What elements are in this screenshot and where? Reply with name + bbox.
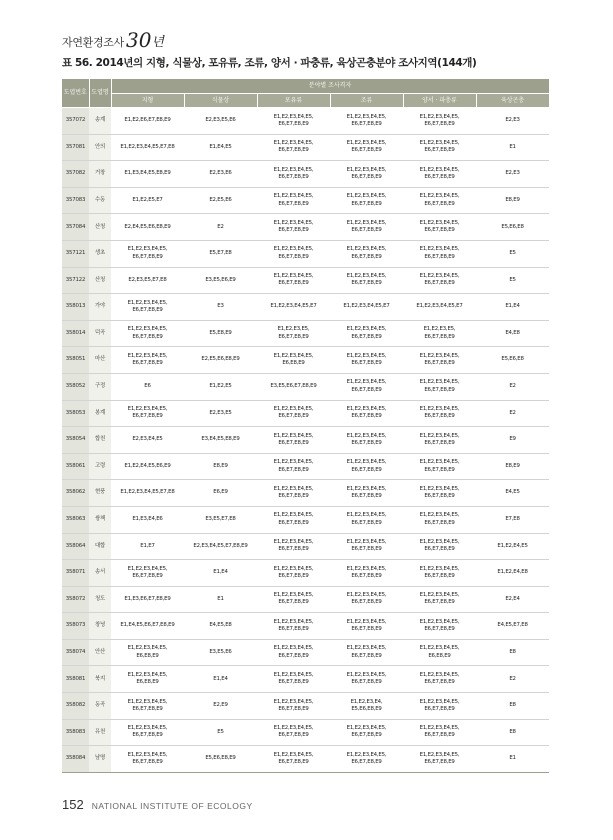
table-title: 표 56. 2014년의 지형, 식물상, 포유류, 조류, 양서 · 파충류, 육상곤충분야 조사지역(144개): [62, 57, 477, 69]
cell-map-code: 358082: [62, 693, 89, 720]
cell-map-code: 358053: [62, 400, 89, 427]
cell-map-name: 산청: [89, 214, 111, 241]
cell-map-code: 358084: [62, 746, 89, 773]
cell-survey-grid: E2: [184, 214, 257, 241]
cell-survey-grid: E1,E2,E3,E4,E5, E6,E7,E8,E9: [330, 746, 403, 773]
cell-survey-grid: E1,E2,E3,E4,E5, E6,E7,E8,E9: [403, 693, 476, 720]
cell-survey-grid: E2,E3: [476, 161, 549, 188]
cell-survey-grid: E1,E2,E3,E4,E5, E6,E7,E8,E9: [330, 666, 403, 693]
table-row: [62, 240, 549, 267]
cell-survey-grid: E1,E2,E3,E4,E5, E6,E7,E8,E9: [330, 613, 403, 640]
cell-survey-grid: E1,E4: [184, 666, 257, 693]
cell-survey-grid: E3: [184, 294, 257, 321]
cell-survey-grid: E1,E2,E3,E4,E5, E6,E7,E8,E9: [257, 666, 330, 693]
running-header: [62, 18, 164, 50]
cell-map-name: 청도: [89, 586, 111, 613]
col-header-sub: 지형: [111, 94, 184, 108]
cell-survey-grid: E1,E2,E3,E4,E5, E6,E7,E8,E9: [257, 506, 330, 533]
cell-survey-grid: E8: [476, 639, 549, 666]
cell-survey-grid: E1,E2,E3,E4,E5, E6,E7,E8,E9: [403, 586, 476, 613]
survey-table-container: [62, 79, 549, 773]
cell-survey-grid: E1,E2,E3,E4,E5, E6,E8,E9: [111, 666, 184, 693]
cell-map-name: 산청: [89, 267, 111, 294]
cell-survey-grid: E1,E2,E4,E8: [476, 560, 549, 587]
cell-survey-grid: E1,E2,E3,E4,E5, E6,E7,E8,E9: [330, 373, 403, 400]
cell-survey-grid: E1,E2,E3,E4,E5, E6,E7,E8,E9: [257, 161, 330, 188]
table-row: [62, 267, 549, 294]
cell-map-name: 북지: [89, 666, 111, 693]
cell-survey-grid: E9: [476, 427, 549, 454]
table-row: [62, 134, 549, 161]
table-row: [62, 453, 549, 480]
table-row: [62, 746, 549, 773]
cell-survey-grid: E1,E2,E3,E4,E5, E6,E7,E8,E9: [257, 267, 330, 294]
cell-map-name: 봉계: [89, 400, 111, 427]
header-text: 자연환경조사: [62, 36, 124, 49]
cell-survey-grid: E1,E2,E3,E4,E5, E6,E7,E8,E9: [111, 693, 184, 720]
cell-survey-grid: E1,E2,E3,E4,E5, E6,E7,E8,E9: [403, 347, 476, 374]
cell-survey-grid: E2,E3,E5: [184, 400, 257, 427]
cell-map-code: 358074: [62, 639, 89, 666]
cell-survey-grid: E1,E2,E3,E4,E5, E6,E7,E8,E9: [257, 214, 330, 241]
cell-survey-grid: E1,E4: [476, 294, 549, 321]
cell-map-name: 대합: [89, 533, 111, 560]
cell-survey-grid: E2: [476, 400, 549, 427]
cell-survey-grid: E3,E5,E6,E9: [184, 267, 257, 294]
cell-survey-grid: E1,E2,E3,E5, E6,E7,E8,E9: [403, 320, 476, 347]
cell-survey-grid: E1,E2,E3,E4,E5, E6,E7,E8,E9: [330, 719, 403, 746]
header-logo-suffix: 년: [151, 35, 164, 50]
cell-survey-grid: E1,E2,E3,E4,E5, E6,E7,E8,E9: [403, 506, 476, 533]
cell-map-name: 송계: [89, 108, 111, 135]
cell-survey-grid: E1,E2,E3,E4,E5, E6,E7,E8,E9: [330, 400, 403, 427]
cell-survey-grid: E8,E9: [184, 453, 257, 480]
cell-survey-grid: E1,E2,E3,E4,E5, E6,E7,E8,E9: [330, 453, 403, 480]
cell-map-code: 358083: [62, 719, 89, 746]
cell-survey-grid: E1,E2,E3,E4,E5, E6,E7,E8,E9: [330, 427, 403, 454]
cell-survey-grid: E1,E2,E3,E4,E5, E6,E7,E8,E9: [257, 427, 330, 454]
table-row: [62, 480, 549, 507]
table-row: [62, 639, 549, 666]
table-row: [62, 693, 549, 720]
cell-survey-grid: E2,E5,E6: [184, 187, 257, 214]
cell-survey-grid: E5,E6,E8,E9: [184, 746, 257, 773]
cell-survey-grid: E1,E2,E3,E4,E5, E6,E7,E8,E9: [111, 560, 184, 587]
cell-survey-grid: E1,E2,E3,E4,E5, E6,E7,E8,E9: [257, 746, 330, 773]
cell-map-name: 안산: [89, 639, 111, 666]
cell-survey-grid: E1,E2,E3,E4,E5, E6,E7,E8,E9: [257, 134, 330, 161]
col-header-sub: 식물상: [184, 94, 257, 108]
page-number: 152: [62, 797, 84, 812]
cell-survey-grid: E5,E8,E9: [184, 320, 257, 347]
cell-survey-grid: E1,E2,E3,E4,E5, E6,E7,E8,E9: [257, 400, 330, 427]
cell-map-name: 창녕: [89, 613, 111, 640]
cell-survey-grid: E1,E2,E3,E4,E5, E6,E7,E8,E9: [403, 560, 476, 587]
cell-map-code: 358073: [62, 613, 89, 640]
cell-survey-grid: E1,E2,E3,E4,E5, E6,E8,E9: [403, 639, 476, 666]
cell-survey-grid: E1,E2,E3,E4,E5, E6,E7,E8,E9: [330, 267, 403, 294]
cell-map-name: 고령: [89, 453, 111, 480]
cell-survey-grid: E5,E6,E8: [476, 214, 549, 241]
cell-map-name: 동곡: [89, 693, 111, 720]
cell-survey-grid: E2,E3,E4,E5: [111, 427, 184, 454]
cell-map-code: 358062: [62, 480, 89, 507]
cell-map-code: 358064: [62, 533, 89, 560]
cell-survey-grid: E1,E2,E4,E5: [476, 533, 549, 560]
cell-survey-grid: E1,E2,E6,E7,E8,E9: [111, 108, 184, 135]
cell-survey-grid: E1,E2,E3,E4,E5, E6,E7,E8,E9: [111, 320, 184, 347]
cell-survey-grid: E1,E2,E3,E4,E5, E6,E7,E8,E9: [257, 240, 330, 267]
cell-survey-grid: E1,E2,E3,E4,E5, E6,E7,E8,E9: [111, 746, 184, 773]
cell-survey-grid: E1,E2,E3,E4,E5,E7: [257, 294, 330, 321]
cell-survey-grid: E1: [184, 586, 257, 613]
cell-survey-grid: E1,E2,E3,E4,E5, E6,E7,E8,E9: [403, 427, 476, 454]
cell-survey-grid: E1,E2,E3,E4,E5,E7: [403, 294, 476, 321]
cell-survey-grid: E1,E2,E3,E4,E5, E6,E7,E8,E9: [330, 506, 403, 533]
cell-survey-grid: E6,E9: [184, 480, 257, 507]
cell-survey-grid: E1,E4,E5: [184, 134, 257, 161]
cell-map-name: 덕곡: [89, 320, 111, 347]
table-row: [62, 613, 549, 640]
cell-survey-grid: E7,E8: [476, 506, 549, 533]
cell-survey-grid: E1,E2,E3,E4,E5, E6,E7,E8,E9: [403, 666, 476, 693]
cell-map-code: 357121: [62, 240, 89, 267]
cell-map-code: 358013: [62, 294, 89, 321]
cell-survey-grid: E1,E2,E3,E4,E5,E7,E8: [111, 134, 184, 161]
cell-map-code: 357083: [62, 187, 89, 214]
cell-map-code: 358072: [62, 586, 89, 613]
cell-survey-grid: E2,E3: [476, 108, 549, 135]
cell-survey-grid: E8: [476, 693, 549, 720]
cell-survey-grid: E1,E2,E3,E4,E5, E6,E7,E8,E9: [111, 240, 184, 267]
cell-survey-grid: E1,E2,E3,E4,E5,E7: [330, 294, 403, 321]
cell-survey-grid: E2: [476, 373, 549, 400]
col-header-group: 분야별 조사격자: [111, 79, 549, 94]
table-row: [62, 373, 549, 400]
cell-survey-grid: E1,E2,E3,E4, E5,E6,E8,E9: [330, 693, 403, 720]
table-row: [62, 400, 549, 427]
cell-survey-grid: E1,E2,E3,E4,E5, E6,E7,E8,E9: [330, 240, 403, 267]
cell-map-code: 358051: [62, 347, 89, 374]
cell-survey-grid: E1,E4: [184, 560, 257, 587]
cell-survey-grid: E1,E2,E3,E4,E5, E6,E7,E8,E9: [403, 746, 476, 773]
table-row: [62, 161, 549, 188]
cell-survey-grid: E1,E3,E6,E7,E8,E9: [111, 586, 184, 613]
cell-survey-grid: E1,E2,E3,E4,E5, E6,E7,E8,E9: [257, 719, 330, 746]
cell-survey-grid: E1,E2,E3,E4,E5, E6,E7,E8,E9: [403, 400, 476, 427]
cell-map-name: 가야: [89, 294, 111, 321]
cell-survey-grid: E1,E2,E3,E4,E5, E6,E7,E8,E9: [257, 693, 330, 720]
cell-map-code: 358014: [62, 320, 89, 347]
cell-survey-grid: E1,E2,E3,E5, E6,E7,E8,E9: [257, 320, 330, 347]
cell-map-name: 수동: [89, 187, 111, 214]
footer-institute: NATIONAL INSTITUTE OF ECOLOGY: [91, 801, 253, 811]
cell-map-name: 현풍: [89, 480, 111, 507]
table-row: [62, 108, 549, 135]
col-header-sub: 양서 · 파충류: [403, 94, 476, 108]
cell-survey-grid: E1,E2,E3,E4,E5, E6,E7,E8,E9: [257, 613, 330, 640]
cell-map-code: 358054: [62, 427, 89, 454]
cell-survey-grid: E1,E2,E3,E4,E5, E6,E7,E8,E9: [403, 214, 476, 241]
cell-survey-grid: E1,E2,E3,E4,E5, E6,E7,E8,E9: [330, 480, 403, 507]
cell-survey-grid: E3,E5,E6: [184, 639, 257, 666]
cell-survey-grid: E1,E2,E3,E4,E5, E6,E7,E8,E9: [330, 214, 403, 241]
cell-map-code: 357122: [62, 267, 89, 294]
cell-survey-grid: E1,E2,E3,E4,E5, E6,E7,E8,E9: [111, 347, 184, 374]
cell-survey-grid: E8,E9: [476, 187, 549, 214]
cell-survey-grid: E1,E2,E3,E4,E5, E6,E7,E8,E9: [403, 533, 476, 560]
cell-survey-grid: E2,E4,E5,E6,E8,E9: [111, 214, 184, 241]
cell-survey-grid: E4,E5: [476, 480, 549, 507]
cell-survey-grid: E1,E2,E3,E4,E5, E6,E8,E9: [257, 347, 330, 374]
table-row: [62, 560, 549, 587]
cell-survey-grid: E1,E2,E5: [184, 373, 257, 400]
cell-survey-grid: E4,E8: [476, 320, 549, 347]
cell-map-name: 유천: [89, 719, 111, 746]
table-row: [62, 347, 549, 374]
cell-map-code: 358061: [62, 453, 89, 480]
cell-survey-grid: E1,E3,E4,E5,E8,E9: [111, 161, 184, 188]
col-header-name: 도엽명: [89, 79, 111, 108]
cell-survey-grid: E1,E3,E4,E6: [111, 506, 184, 533]
cell-survey-grid: E1,E2,E3,E4,E5, E6,E7,E8,E9: [403, 480, 476, 507]
col-header-code: 도엽번호: [62, 79, 89, 108]
table-row: [62, 214, 549, 241]
cell-survey-grid: E5: [476, 240, 549, 267]
cell-survey-grid: E2,E9: [184, 693, 257, 720]
cell-survey-grid: E1,E2,E3,E4,E5, E6,E7,E8,E9: [257, 453, 330, 480]
cell-map-code: 357084: [62, 214, 89, 241]
cell-map-name: 남명: [89, 746, 111, 773]
cell-survey-grid: E1,E2,E3,E4,E5, E6,E7,E8,E9: [330, 134, 403, 161]
cell-survey-grid: E1,E7: [111, 533, 184, 560]
cell-survey-grid: E1,E2,E3,E4,E5, E6,E7,E8,E9: [330, 533, 403, 560]
cell-survey-grid: E6: [111, 373, 184, 400]
cell-survey-grid: E1,E2,E3,E4,E5, E6,E7,E8,E9: [330, 320, 403, 347]
cell-survey-grid: E1,E2,E3,E4,E5, E6,E8,E9: [111, 639, 184, 666]
cell-survey-grid: E1,E2,E3,E4,E5, E6,E7,E8,E9: [403, 108, 476, 135]
cell-survey-grid: E2,E3,E6: [184, 161, 257, 188]
cell-survey-grid: E1,E2,E3,E4,E5, E6,E7,E8,E9: [403, 134, 476, 161]
cell-survey-grid: E8,E9: [476, 453, 549, 480]
col-header-sub: 육상곤충: [476, 94, 549, 108]
cell-survey-grid: E1,E2,E3,E4,E5, E6,E7,E8,E9: [330, 560, 403, 587]
cell-survey-grid: E1,E2,E3,E4,E5, E6,E7,E8,E9: [403, 719, 476, 746]
col-header-sub: 조류: [330, 94, 403, 108]
cell-survey-grid: E5: [476, 267, 549, 294]
cell-map-name: 마산: [89, 347, 111, 374]
cell-survey-grid: E2: [476, 666, 549, 693]
cell-map-code: 357072: [62, 108, 89, 135]
table-row: [62, 586, 549, 613]
cell-survey-grid: E1,E2,E3,E4,E5, E6,E7,E8,E9: [330, 639, 403, 666]
cell-survey-grid: E2,E3,E5,E7,E8: [111, 267, 184, 294]
cell-survey-grid: E1,E2,E3,E4,E5, E6,E7,E8,E9: [257, 639, 330, 666]
cell-survey-grid: E1,E2,E3,E4,E5, E6,E7,E8,E9: [403, 613, 476, 640]
table-row: [62, 533, 549, 560]
cell-survey-grid: E1,E2,E3,E4,E5, E6,E7,E8,E9: [257, 533, 330, 560]
cell-map-code: 357082: [62, 161, 89, 188]
cell-survey-grid: E1,E2,E3,E4,E5, E6,E7,E8,E9: [111, 294, 184, 321]
cell-survey-grid: E1,E2,E3,E4,E5, E6,E7,E8,E9: [111, 719, 184, 746]
cell-survey-grid: E1,E2,E3,E4,E5, E6,E7,E8,E9: [257, 187, 330, 214]
table-row: [62, 187, 549, 214]
cell-survey-grid: E1,E2,E4,E5,E6,E9: [111, 453, 184, 480]
cell-map-name: 합천: [89, 427, 111, 454]
cell-map-code: 357081: [62, 134, 89, 161]
cell-map-name: 거창: [89, 161, 111, 188]
cell-survey-grid: E5,E6,E8: [476, 347, 549, 374]
table-row: [62, 719, 549, 746]
cell-survey-grid: E2,E5,E6,E8,E9: [184, 347, 257, 374]
cell-survey-grid: E1,E2,E3,E4,E5, E6,E7,E8,E9: [330, 161, 403, 188]
cell-survey-grid: E5,E7,E8: [184, 240, 257, 267]
cell-survey-grid: E1,E2,E3,E4,E5, E6,E7,E8,E9: [330, 347, 403, 374]
table-row: [62, 320, 549, 347]
cell-map-code: 358081: [62, 666, 89, 693]
cell-survey-grid: E3,E5,E7,E8: [184, 506, 257, 533]
cell-map-name: 안의: [89, 134, 111, 161]
cell-survey-grid: E1,E2,E3,E4,E5, E6,E7,E8,E9: [403, 187, 476, 214]
survey-table: [62, 79, 550, 773]
cell-survey-grid: E2,E4: [476, 586, 549, 613]
cell-survey-grid: E3,E4,E5,E8,E9: [184, 427, 257, 454]
cell-survey-grid: E2,E3,E5,E6: [184, 108, 257, 135]
cell-survey-grid: E1,E4,E5,E6,E7,E8,E9: [111, 613, 184, 640]
cell-survey-grid: E1: [476, 134, 549, 161]
cell-survey-grid: E1,E2,E3,E4,E5, E6,E7,E8,E9: [257, 108, 330, 135]
cell-survey-grid: E2,E3,E4,E5,E7,E8,E9: [184, 533, 257, 560]
cell-map-name: 쌍책: [89, 506, 111, 533]
cell-survey-grid: E1,E2,E3,E4,E5, E6,E7,E8,E9: [330, 187, 403, 214]
cell-survey-grid: E1,E2,E3,E4,E5, E6,E7,E8,E9: [257, 560, 330, 587]
cell-survey-grid: E1,E2,E3,E4,E5, E6,E7,E8,E9: [403, 240, 476, 267]
cell-map-code: 358071: [62, 560, 89, 587]
cell-survey-grid: E1,E2,E3,E4,E5, E6,E7,E8,E9: [403, 373, 476, 400]
cell-map-name: 송서: [89, 560, 111, 587]
cell-survey-grid: E1: [476, 746, 549, 773]
page-footer: [62, 797, 253, 812]
table-row: [62, 294, 549, 321]
cell-survey-grid: E5: [184, 719, 257, 746]
table-row: [62, 506, 549, 533]
cell-map-code: 358063: [62, 506, 89, 533]
cell-survey-grid: E1,E2,E3,E4,E5, E6,E7,E8,E9: [330, 586, 403, 613]
cell-survey-grid: E1,E2,E5,E7: [111, 187, 184, 214]
cell-survey-grid: E1,E2,E3,E4,E5, E6,E7,E8,E9: [257, 480, 330, 507]
cell-survey-grid: E1,E2,E3,E4,E5, E6,E7,E8,E9: [403, 161, 476, 188]
cell-survey-grid: E1,E2,E3,E4,E5, E6,E7,E8,E9: [403, 453, 476, 480]
cell-survey-grid: E8: [476, 719, 549, 746]
cell-survey-grid: E1,E2,E3,E4,E5, E6,E7,E8,E9: [111, 400, 184, 427]
cell-survey-grid: E4,E5,E7,E8: [476, 613, 549, 640]
cell-survey-grid: E4,E5,E8: [184, 613, 257, 640]
table-row: [62, 427, 549, 454]
header-logo-number: 30: [125, 28, 152, 52]
cell-survey-grid: E1,E2,E3,E4,E5, E6,E7,E8,E9: [330, 108, 403, 135]
table-row: [62, 666, 549, 693]
cell-map-name: 구정: [89, 373, 111, 400]
cell-survey-grid: E1,E2,E3,E4,E5, E6,E7,E8,E9: [403, 267, 476, 294]
cell-map-name: 생초: [89, 240, 111, 267]
cell-map-code: 358052: [62, 373, 89, 400]
cell-survey-grid: E1,E2,E3,E4,E5, E6,E7,E8,E9: [257, 586, 330, 613]
col-header-sub: 포유류: [257, 94, 330, 108]
cell-survey-grid: E1,E2,E3,E4,E5,E7,E8: [111, 480, 184, 507]
cell-survey-grid: E3,E5,E6,E7,E8,E9: [257, 373, 330, 400]
